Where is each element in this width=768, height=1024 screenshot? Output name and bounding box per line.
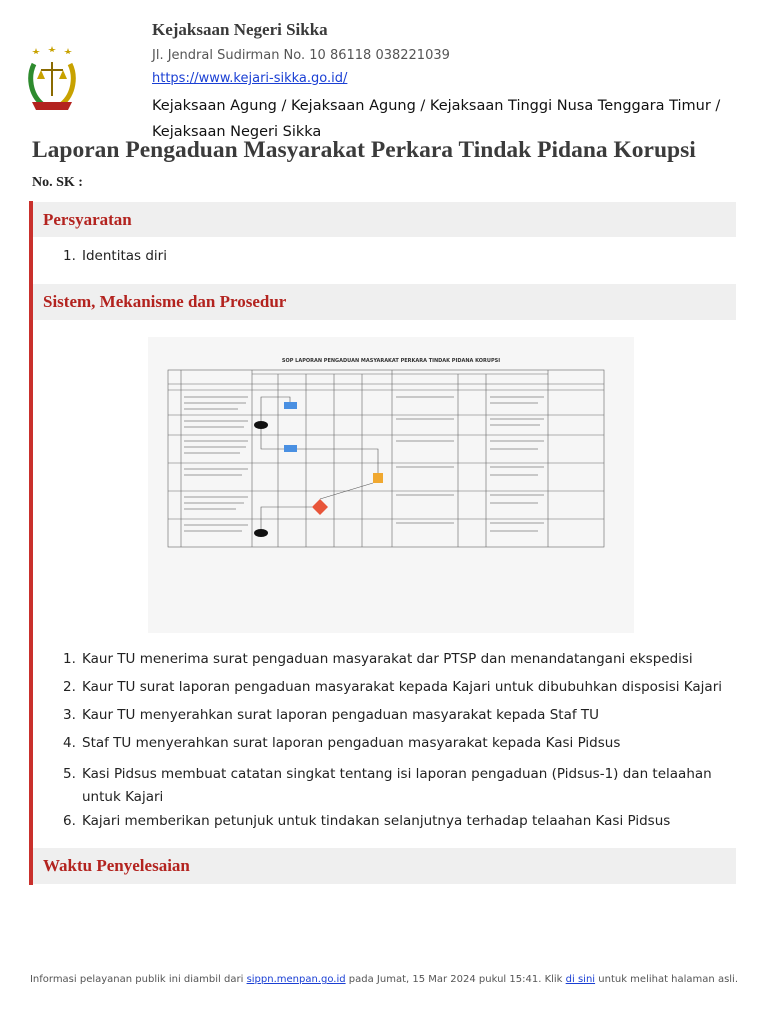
footer-text-middle: pada Jumat, 15 Mar 2024 pukul 15:41. Klik [348, 974, 563, 985]
list-item [33, 679, 736, 707]
list-item [33, 813, 736, 841]
footer-source-link[interactable]: sippn.menpan.go.id [246, 974, 346, 985]
list-item [33, 735, 736, 763]
list-item-text: Kajari memberikan petunjuk untuk tindakan selanjutnya terhadap telaahan Kasi Pidsus [82, 813, 671, 829]
sop-flowchart-image [148, 337, 634, 633]
list-number: 5. [63, 766, 76, 782]
org-address: Jl. Jendral Sudirman No. 10 86118 038221039 [152, 48, 450, 63]
section-heading-persyaratan: Persyaratan [33, 202, 736, 237]
footer-text-before: Informasi pelayanan publik ini diambil dari [29, 974, 244, 985]
list-item [33, 248, 736, 264]
list-item-text: Kaur TU surat laporan pengaduan masyarakat kepada Kajari untuk dibubuhkan disposisi Kajari [82, 679, 722, 695]
list-number: 1. [63, 248, 76, 264]
kejaksaan-emblem-logo [28, 46, 76, 114]
org-name: Kejaksaan Negeri Sikka [152, 20, 328, 39]
website-link[interactable]: https://www.kejari-sikka.go.id/ [152, 71, 348, 86]
list-item-text: Kaur TU menerima surat pengaduan masyarakat dar PTSP dan menandatangani ekspedisi [82, 651, 693, 667]
list-item-text: Kasi Pidsus membuat catatan singkat tentang isi laporan pengaduan (Pidsus-1) dan telaahan untuk Kajari [82, 766, 712, 805]
list-item [33, 763, 736, 813]
list-number: 3. [63, 707, 76, 723]
list-number: 4. [63, 735, 76, 751]
list-item [33, 651, 736, 679]
footer-note [0, 974, 768, 985]
footer-text-after: untuk melihat halaman asli. [598, 974, 739, 985]
list-number: 6. [63, 813, 76, 829]
persyaratan-list [33, 248, 736, 264]
footer-here-link[interactable]: di sini [565, 974, 596, 985]
list-item [33, 707, 736, 735]
no-sk-label: No. SK : [32, 175, 83, 190]
prosedur-steps-list [33, 651, 736, 841]
section-heading-sistem: Sistem, Mekanisme dan Prosedur [33, 284, 736, 320]
list-item-text: Kaur TU menyerahkan surat laporan pengaduan masyarakat kepada Staf TU [82, 707, 600, 723]
sop-image-title: SOP LAPORAN PENGADUAN MASYARAKAT PERKARA TINDAK PIDANA KORUPSI [281, 358, 501, 364]
breadcrumb: Kejaksaan Agung / Kejaksaan Agung / Kejaksaan Tinggi Nusa Tenggara Timur / Kejaksaan Negeri Sikka [152, 98, 721, 140]
list-item-text: Staf TU menyerahkan surat laporan pengaduan masyarakat kepada Kasi Pidsus [82, 735, 621, 751]
page-title: Laporan Pengaduan Masyarakat Perkara Tindak Pidana Korupsi [32, 137, 696, 163]
list-item-text: Identitas diri [82, 248, 167, 264]
list-number: 1. [63, 651, 76, 667]
section-heading-waktu: Waktu Penyelesaian [33, 848, 736, 884]
sop-table-drawing [148, 337, 634, 633]
list-number: 2. [63, 679, 76, 695]
